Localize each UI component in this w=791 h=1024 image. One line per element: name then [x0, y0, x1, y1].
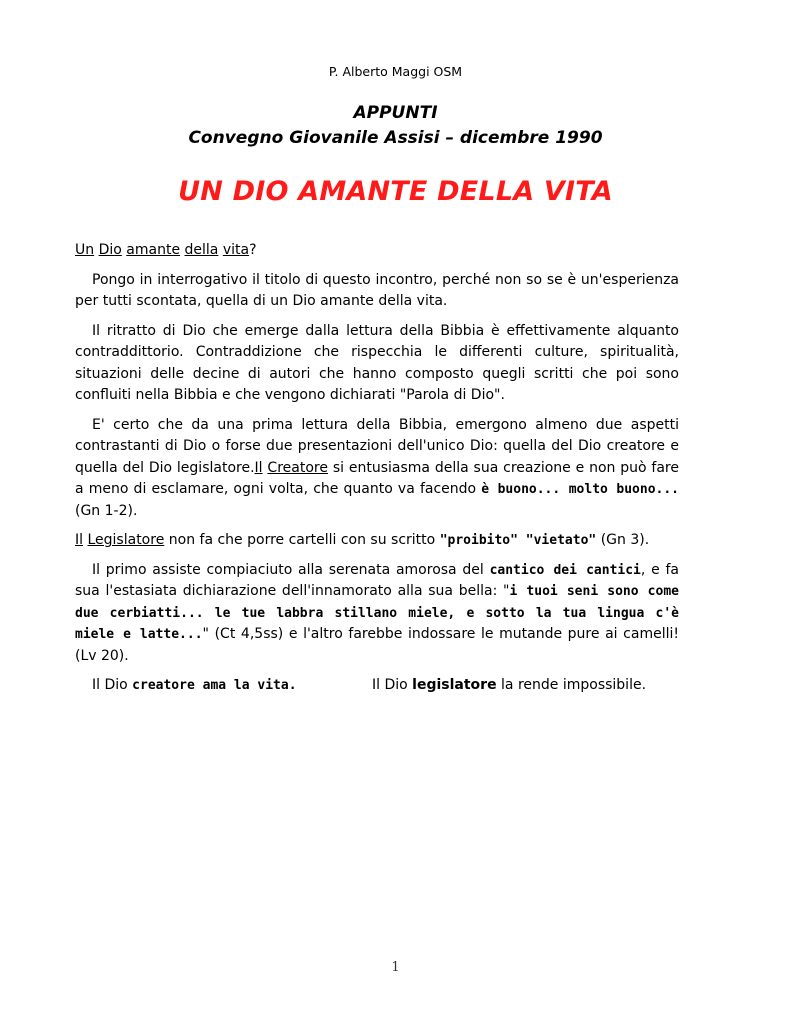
p3-il: Il	[254, 459, 263, 476]
subtitle-convegno: Convegno Giovanile Assisi – dicembre 1990	[188, 128, 603, 148]
p5-text-b: , e fa sua l'estasiata dichiarazione dell'innamorato alla sua bella: "	[75, 561, 679, 599]
page-number: 1	[391, 960, 400, 975]
paragraph-4	[75, 530, 679, 552]
p5-text-a: Il primo assiste compiaciuto alla serenata amorosa del	[92, 561, 484, 578]
p3-text-a: E' certo che da una prima lettura della Bibbia, emergono almeno due aspetti contrastanti di Dio o forse due presentazioni dell'unico Dio: quella del Dio creatore e quella del Dio legislatore.	[75, 416, 679, 476]
paragraph-3	[75, 415, 679, 523]
paragraph-2: Il ritratto di Dio che emerge dalla lettura della Bibbia è effettivamente alquanto contraddittorio. Contraddizione che rispecchia le differenti culture, spiritualità, situazioni delle decine di autori che hanno composto quegli scritti che poi sono confluiti nella Bibbia e che vengono dichiarati "Parola di Dio".	[75, 322, 679, 403]
subtitle-appunti: APPUNTI	[353, 103, 438, 123]
p5-text-c: " (Ct 4,5ss) e l'altro farebbe indossare le mutande pure ai camelli! (Lv 20).	[75, 626, 679, 664]
p4-bold: "proibito" "vietato"	[439, 533, 597, 548]
question-line	[75, 240, 679, 262]
p4-il: Il	[75, 532, 84, 548]
p3-text-b: si entusiasma della sua creazione e non può fare a meno di esclamare, ogni volta, che quanto va facendo	[75, 459, 679, 497]
question-word-amante: amante	[126, 242, 181, 258]
p3-text-c: (Gn 1-2).	[75, 502, 138, 519]
question-word-un: Un	[75, 242, 95, 258]
paragraph-6	[75, 675, 679, 697]
p4-text-b: (Gn 3).	[600, 532, 650, 548]
author-line: P. Alberto Maggi OSM	[328, 64, 463, 79]
p6-right	[372, 675, 646, 697]
p5-bold-1: cantico dei cantici	[489, 562, 641, 578]
p6-right-text-b: la rende impossibile.	[501, 677, 647, 693]
document-body	[75, 240, 679, 697]
p6-left-bold: creatore ama la vita.	[132, 678, 297, 693]
p6-left-text: Il Dio	[92, 677, 128, 693]
question-mark: ?	[249, 242, 257, 258]
p6-left	[92, 675, 372, 697]
question-word-dio: Dio	[98, 242, 122, 258]
p3-creatore: Creatore	[267, 459, 328, 476]
p4-text-a: non fa che porre cartelli con su scritto	[168, 532, 436, 548]
paragraph-5	[75, 560, 679, 668]
p4-legislatore: Legislatore	[87, 532, 165, 548]
p6-right-bold: legislatore	[412, 677, 497, 693]
p6-right-text-a: Il Dio	[372, 677, 408, 693]
paragraph-1: Pongo in interrogativo il titolo di questo incontro, perché non so se è un'esperienza per tutti scontata, quella di un Dio amante della vita.	[75, 271, 679, 309]
question-word-della: della	[184, 242, 219, 258]
p5-bold-2: i tuoi seni sono come due cerbiatti... le tue labbra stillano miele, e sotto la tua lingua c'è miele e latte...	[75, 584, 679, 642]
p3-bold: è buono... molto buono...	[481, 482, 680, 497]
question-word-vita: vita	[222, 242, 250, 258]
document-title: UN DIO AMANTE DELLA VITA	[178, 176, 613, 207]
